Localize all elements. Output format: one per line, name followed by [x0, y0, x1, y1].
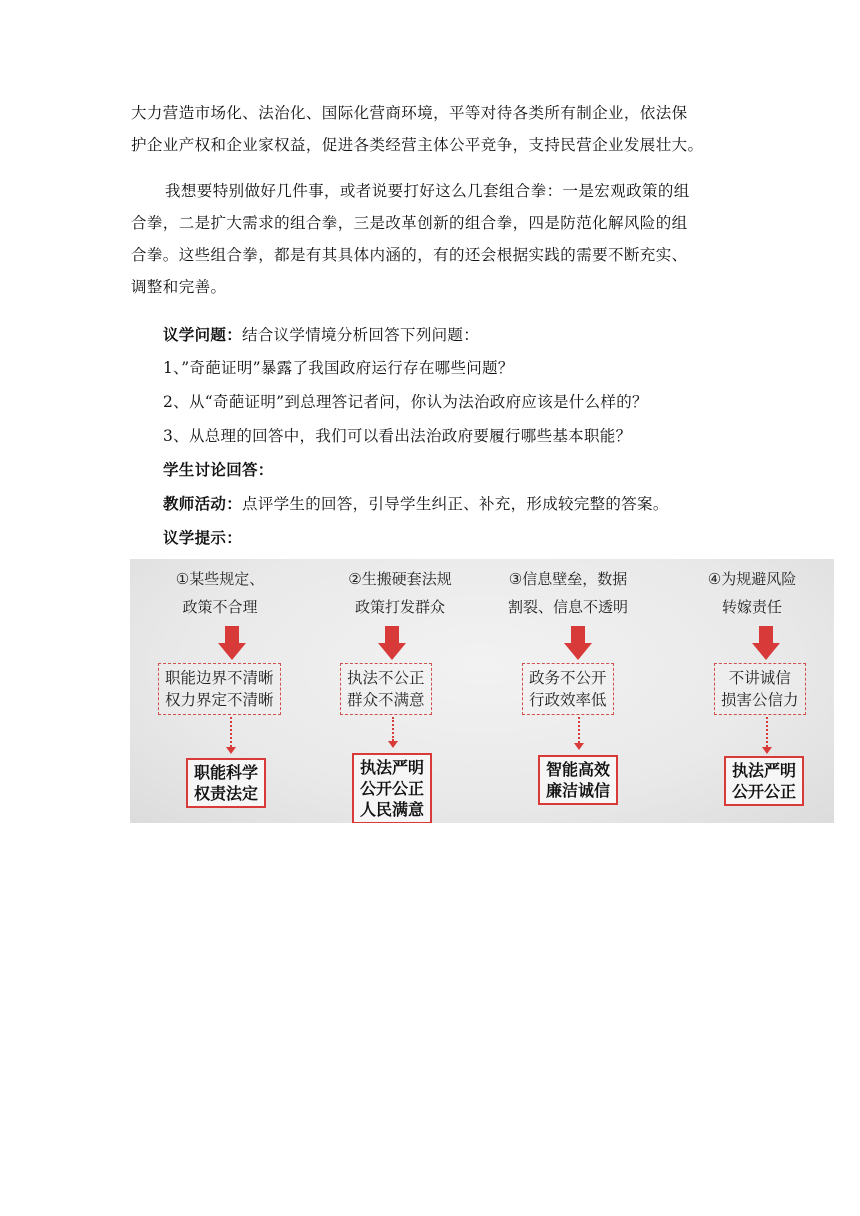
dotted-connector: [230, 717, 232, 747]
problem-line: 损害公信力: [721, 691, 799, 709]
cause-text: [132, 565, 308, 621]
hint-label: 议学提示：: [163, 528, 243, 547]
dotted-arrowhead-icon: [762, 747, 772, 754]
problem-line: 不讲诚信: [728, 669, 791, 687]
down-arrow-icon: [752, 626, 780, 660]
solution-box: [538, 755, 618, 805]
cause-line: ①某些规定、: [175, 570, 265, 588]
solution-line: 执法严明: [732, 761, 797, 780]
cause-text: [664, 565, 834, 621]
diagram-column-2: [306, 559, 482, 823]
solution-box: [186, 758, 266, 808]
questions-heading: [163, 320, 479, 350]
diagram-column-3: [482, 559, 658, 823]
paragraph-2: [131, 175, 731, 303]
paragraph-2-line-2: 合拳，二是扩大需求的组合拳，三是改革创新的组合拳，四是防范化解风险的组: [131, 214, 688, 232]
solution-line: 职能科学: [194, 763, 259, 782]
cause-line: 割裂、信息不透明: [507, 598, 628, 616]
dotted-connector: [766, 717, 768, 747]
cause-line: ④为规避风险: [707, 570, 797, 588]
dotted-arrowhead-icon: [574, 743, 584, 750]
cause-line: 转嫁责任: [721, 598, 782, 616]
hint-diagram: [130, 559, 834, 823]
solution-line: 公开公正: [360, 779, 425, 798]
problem-box: [158, 663, 281, 715]
paragraph-1-line-1: 大力营造市场化、法治化、国际化营商环境，平等对待各类所有制企业，依法保: [131, 104, 688, 122]
cause-text: [312, 565, 488, 621]
solution-line: 执法严明: [360, 758, 425, 777]
cause-line: 政策打发群众: [354, 598, 445, 616]
problem-box: [714, 663, 806, 715]
cause-line: ②生搬硬套法规: [348, 570, 452, 588]
paragraph-1-line-2: 护企业产权和企业家权益，促进各类经营主体公平竞争，支持民营企业发展壮大。: [131, 136, 704, 154]
paragraph-2-line-4: 调整和完善。: [131, 278, 227, 296]
problem-box: [340, 663, 432, 715]
dotted-arrowhead-icon: [388, 741, 398, 748]
question-2: 2、从“奇葩证明”到总理答记者问，你认为法治政府应该是什么样的？: [163, 393, 648, 411]
teacher-activity: [163, 489, 669, 519]
dotted-connector: [578, 717, 580, 743]
solution-line: 权责法定: [194, 784, 259, 803]
questions-heading-label: 议学问题：: [163, 325, 243, 344]
solution-box: [724, 756, 804, 806]
solution-line: 人民满意: [360, 800, 425, 819]
problem-line: 群众不满意: [347, 691, 425, 709]
diagram-column-1: [130, 559, 306, 823]
diagram-column-4: [658, 559, 834, 823]
cause-line: ③信息壁垒，数据: [508, 570, 628, 588]
teacher-activity-label: 教师活动：: [163, 494, 243, 513]
down-arrow-icon: [218, 626, 246, 660]
problem-line: 执法不公正: [347, 669, 425, 687]
paragraph-2-line-3: 合拳。这些组合拳，都是有其具体内涵的，有的还会根据实践的需要不断充实、: [131, 246, 688, 264]
cause-line: 政策不合理: [182, 598, 258, 616]
questions-heading-text: 结合议学情境分析回答下列问题：: [242, 326, 480, 344]
dotted-arrowhead-icon: [226, 747, 236, 754]
question-1: 1、”奇葩证明”暴露了我国政府运行存在哪些问题？: [163, 359, 514, 377]
problem-box: [522, 663, 614, 715]
paragraph-2-line-1: 我想要特别做好几件事，或者说要打好这么几套组合拳：一是宏观政策的组: [165, 182, 690, 200]
solution-box: [352, 753, 432, 823]
dotted-connector: [392, 717, 394, 741]
cause-text: [480, 565, 656, 621]
down-arrow-icon: [378, 626, 406, 660]
discussion-label: 学生讨论回答：: [163, 460, 274, 479]
solution-line: 公开公正: [732, 782, 797, 801]
question-3: 3、从总理的回答中，我们可以看出法治政府要履行哪些基本职能？: [163, 427, 632, 445]
teacher-activity-text: 点评学生的回答，引导学生纠正、补充，形成较完整的答案。: [242, 495, 669, 513]
solution-line: 智能高效: [546, 760, 611, 779]
solution-line: 廉洁诚信: [546, 781, 611, 800]
paragraph-1: [131, 97, 731, 161]
problem-line: 职能边界不清晰: [165, 669, 274, 687]
problem-line: 权力界定不清晰: [165, 691, 274, 709]
down-arrow-icon: [564, 626, 592, 660]
problem-line: 行政效率低: [529, 691, 607, 709]
problem-line: 政务不公开: [529, 669, 607, 687]
